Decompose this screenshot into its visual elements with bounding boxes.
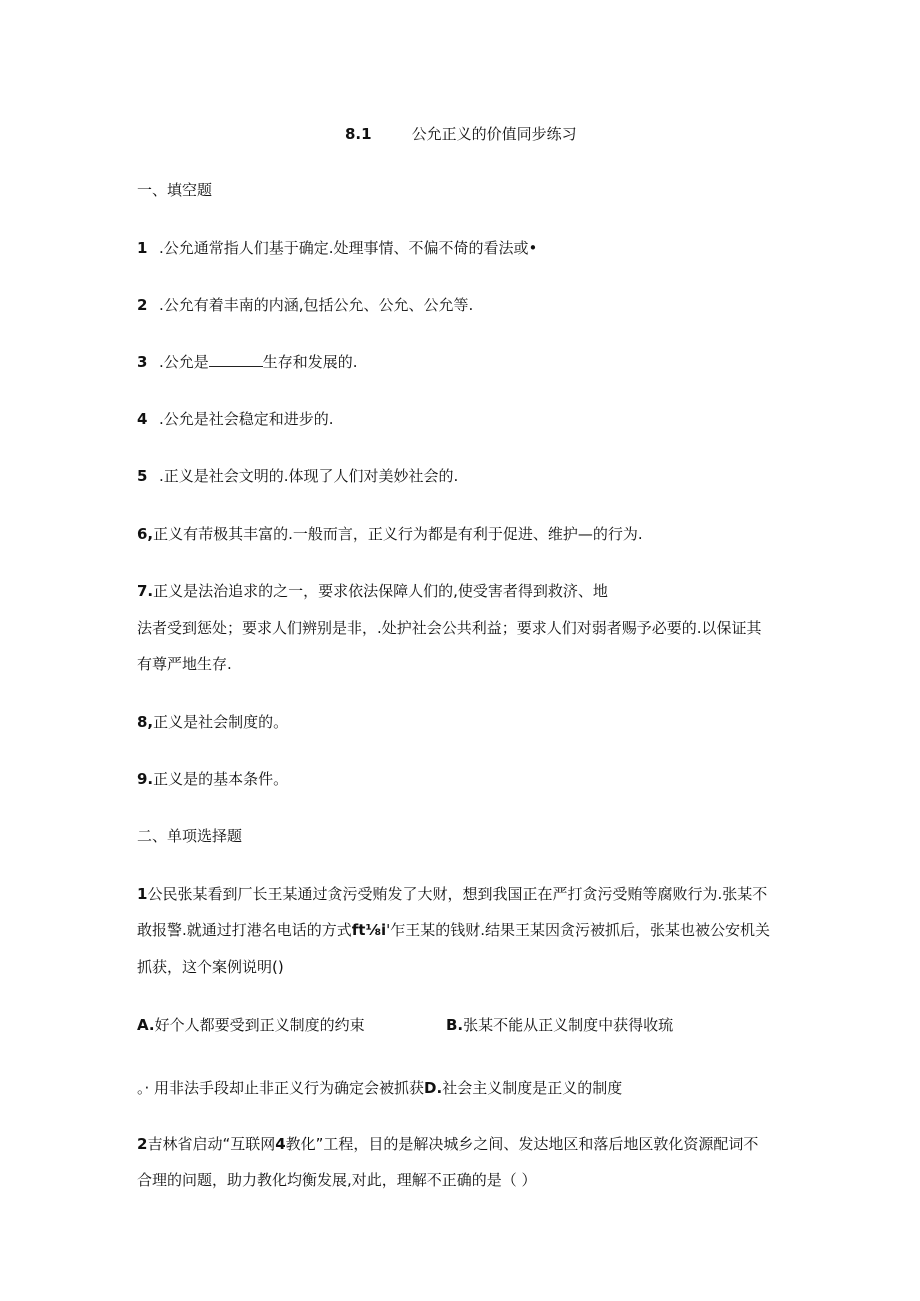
fill-question-5 — [137, 466, 458, 486]
question-number: 2 — [137, 1135, 148, 1153]
answer-blank — [209, 352, 263, 367]
choice-question-1-line-1 — [137, 884, 767, 904]
section-heading-fill: 一、填空题 — [137, 181, 213, 199]
question-number: 3 — [137, 353, 148, 371]
question-text-a: 敢报警.就通过打港名电话的方式 — [137, 921, 352, 939]
question-text-a: .公允是 — [159, 353, 209, 371]
question-text-a: 吉林省启动“互联网 — [147, 1135, 276, 1153]
question-number: 4 — [137, 410, 148, 428]
title-number: 8.1 — [345, 125, 372, 143]
title-text: 公允正义的价值同步练习 — [411, 125, 577, 143]
question-number: 7. — [137, 582, 154, 600]
option-c-text: 。· 用非法手段却止非正义行为确定会被抓获 — [137, 1079, 425, 1097]
question-text: 公民张某看到厂长王某通过贪污受贿发了大财，想到我国正在严打贪污受贿等腐败行为.张某不 — [147, 885, 768, 903]
fill-question-7-line-3: 有尊严地生存. — [137, 655, 232, 673]
page-title — [345, 124, 577, 144]
question-text: 正义是法治追求的之一，要求依法保障人们的,使受害者得到救济、地 — [153, 582, 608, 600]
question-text-b: 生存和发展的. — [262, 353, 358, 371]
option-label: B. — [446, 1016, 464, 1034]
choice-question-1-line-2 — [137, 920, 770, 940]
question-text: .公允通常指人们基于确定.处理事情、不偏不倚的看法或• — [159, 239, 538, 257]
question-text-c: 教化”工程，目的是解决城乡之间、发达地区和落后地区敦化资源配词不 — [285, 1135, 759, 1153]
section-heading-choice: 二、单项选择题 — [137, 827, 243, 845]
question-number: 1 — [137, 239, 148, 257]
question-text: .正义是社会文明的.体现了人们对美妙社会的. — [159, 467, 459, 485]
option-label: A. — [137, 1016, 155, 1034]
fill-question-1 — [137, 238, 537, 258]
question-number: 6, — [137, 525, 154, 543]
fill-question-3 — [137, 352, 358, 372]
choice-question-2-line-2: 合理的问题，助力教化均衡发展,对此，理解不正确的是（ ） — [137, 1171, 537, 1189]
choice-option-b — [446, 1015, 673, 1035]
question-text-c: '乍王某的钱财.结果王某因贪污被抓后，张某也被公安机关 — [386, 921, 771, 939]
choice-question-2-line-1 — [137, 1134, 758, 1154]
question-text-b: 4 — [275, 1135, 286, 1153]
option-label: D. — [424, 1079, 443, 1097]
question-number: 2 — [137, 296, 148, 314]
choice-option-a — [137, 1015, 365, 1035]
fill-question-8 — [137, 712, 288, 732]
option-text: 张某不能从正义制度中获得收琉 — [463, 1016, 674, 1034]
question-number: 9. — [137, 770, 154, 788]
question-text: .公允有着丰南的内涵,包括公允、公允、公允等. — [159, 296, 474, 314]
option-d-text: 社会主义制度是正义的制度 — [442, 1079, 623, 1097]
choice-options-c-d — [137, 1078, 622, 1098]
option-text: 好个人都要受到正义制度的约束 — [154, 1016, 365, 1034]
question-text: .公允是社会稳定和进步的. — [159, 410, 334, 428]
question-text: 正义是社会制度的。 — [153, 713, 289, 731]
question-text: 正义是的基本条件。 — [153, 770, 289, 788]
fill-question-4 — [137, 409, 334, 429]
question-number: 1 — [137, 885, 148, 903]
question-text: 正义有芾极其丰富的.一般而言，正义行为都是有利于促进、维护—的行为. — [153, 525, 643, 543]
question-number: 8, — [137, 713, 154, 731]
choice-question-1-line-3: 抓获，这个案例说明() — [137, 958, 284, 976]
fill-question-2 — [137, 295, 473, 315]
fill-question-9 — [137, 769, 288, 789]
question-text-garbled: ft⅛i — [351, 921, 387, 939]
fill-question-7-line-2: 法者受到惩处；要求人们辨别是非，.处护社会公共利益；要求人们对弱者赐予必要的.以保证其 — [137, 619, 762, 637]
fill-question-7-line-1 — [137, 581, 608, 601]
fill-question-6 — [137, 524, 643, 544]
question-number: 5 — [137, 467, 148, 485]
